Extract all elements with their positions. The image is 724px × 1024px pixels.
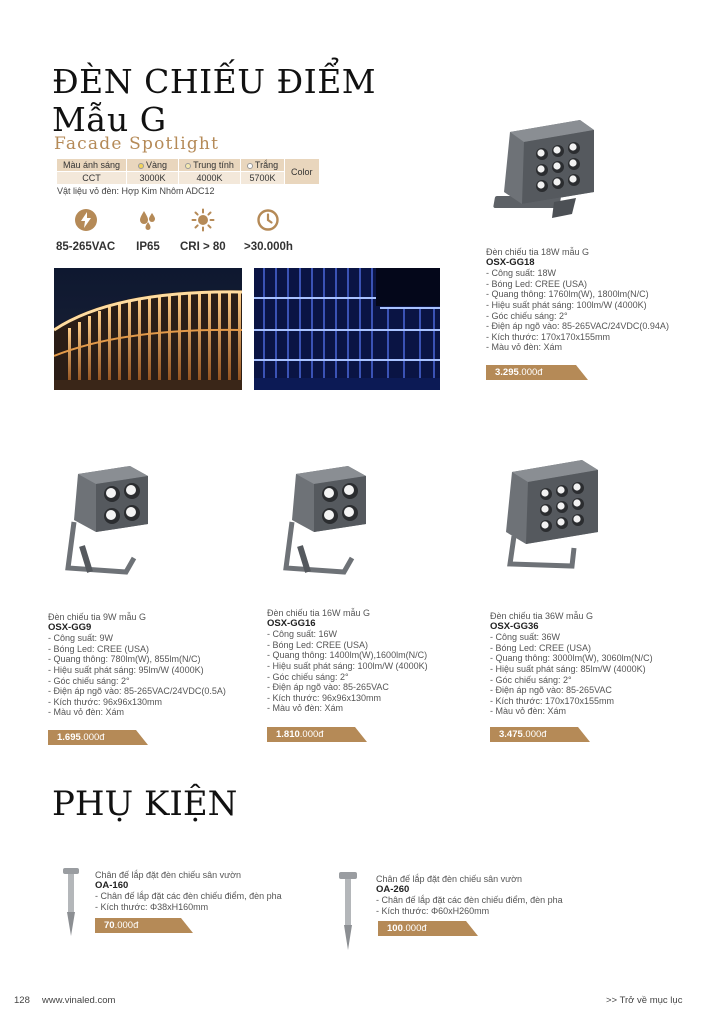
white-dot-icon (247, 163, 253, 169)
housing-material: Vật liệu vỏ đèn: Hợp Kim Nhôm ADC12 (57, 186, 215, 196)
accessory-code: OA-260 (376, 883, 410, 895)
page-number: 128 (14, 995, 30, 1006)
application-photo-blue (254, 268, 440, 390)
neutral-dot-icon (185, 163, 191, 169)
product-image-gg36 (494, 452, 606, 572)
accessory-info-oa160 (95, 870, 282, 912)
price-tag-gg36: 3.475.000đ (490, 727, 590, 742)
spec-voltage: 85-265VAC (56, 208, 115, 253)
spec-line: - Màu vỏ đèn: Xám (490, 706, 567, 717)
back-to-toc-link[interactable]: >> Trở về mục lục (606, 995, 683, 1006)
spec-line: - Quang thông: 780lm(W), 855lm(N/C) (48, 654, 201, 665)
spec-line: - Hiệu suất phát sáng: 100lm/W (4000K) (267, 660, 428, 671)
spec-line: - Bóng Led: CREE (USA) (490, 642, 592, 653)
spec-line: - Chân đế lắp đặt các đèn chiếu điểm, đèn pha (95, 891, 282, 902)
application-photo-warm (54, 268, 242, 390)
spec-line: - Bóng Led: CREE (USA) (267, 639, 369, 650)
spec-line: - Quang thông: 1760lm(W), 1800lm(N/C) (486, 289, 649, 300)
product-info-gg9 (48, 612, 226, 718)
accessory-name: Chân đế lắp đặt đèn chiếu sân vườn (376, 874, 523, 884)
price-tag-gg16: 1.810.000đ (267, 727, 367, 742)
spec-line: - Công suất: 9W (48, 633, 114, 644)
spec-line: - Góc chiếu sáng: 2° (267, 671, 349, 682)
accessory-code: OA-160 (95, 879, 129, 891)
ground-spike-oa160-image (62, 866, 80, 938)
price-tag-oa160: 70.000đ (95, 918, 193, 933)
cct-option-warm: Vàng (127, 159, 179, 172)
building-facade-warm-image (54, 268, 242, 390)
spec-ip-rating: IP65 (136, 208, 160, 253)
spec-line: - Màu vỏ đèn: Xám (486, 342, 563, 353)
spec-line: - Công suất: 16W (267, 629, 338, 640)
product-info-gg36 (490, 611, 653, 717)
accessory-name: Chân đế lắp đặt đèn chiếu sân vườn (95, 870, 242, 880)
clock-icon (256, 208, 280, 232)
spec-line: - Kích thước: 96x96x130mm (267, 692, 381, 703)
spec-line: - Công suất: 18W (486, 268, 557, 279)
spec-line: - Màu vỏ đèn: Xám (48, 707, 125, 718)
spec-line: - Góc chiếu sáng: 2° (486, 310, 568, 321)
product-info-gg16 (267, 608, 428, 714)
water-drops-icon (136, 208, 160, 232)
lightning-icon (74, 208, 98, 232)
cct-option-white: Trắng (241, 159, 285, 172)
website-link[interactable]: www.vinaled.com (42, 995, 116, 1006)
spec-line: - Kích thước: Φ38xH160mm (95, 901, 209, 912)
cct-option-neutral: Trung tính (179, 159, 241, 172)
cct-row-label-color: Màu ánh sáng (57, 159, 127, 172)
cct-color-label: Color (285, 159, 320, 185)
page-subtitle: Facade Spotlight (54, 134, 220, 154)
spec-line: - Công suất: 36W (490, 632, 561, 643)
spec-line: - Hiệu suất phát sáng: 95lm/W (4000K) (48, 664, 204, 675)
spec-lifetime: >30.000h (244, 208, 293, 253)
price-tag-gg18: 3.295.000đ (486, 365, 588, 380)
cct-value-white: 5700K (241, 172, 285, 185)
product-code: OSX-GG36 (490, 620, 539, 632)
warm-dot-icon (138, 163, 144, 169)
spec-line: - Quang thông: 1400lm(W),1600lm(N/C) (267, 650, 428, 661)
spec-line: - Điện áp ngõ vào: 85-265VAC/24VDC(0.94A) (486, 321, 669, 332)
spec-line: - Kích thước: 170x170x155mm (490, 695, 614, 706)
cct-row-label-cct: CCT (57, 172, 127, 185)
accessory-info-oa260 (376, 874, 563, 916)
spec-line: - Quang thông: 3000lm(W), 3060lm(N/C) (490, 653, 653, 664)
spec-cri: CRI > 80 (180, 208, 226, 253)
spec-line: - Kích thước: Φ60xH260mm (376, 905, 490, 916)
product-name: Đèn chiếu tia 18W mẫu G (486, 247, 590, 257)
price-tag-oa260: 100.000đ (378, 921, 478, 936)
spec-line: - Kích thước: 170x170x155mm (486, 331, 610, 342)
spec-line: - Chân đế lắp đặt các đèn chiếu điểm, đèn pha (376, 895, 563, 906)
product-name: Đèn chiếu tia 36W mẫu G (490, 611, 594, 621)
page-title-model: Mẫu G (52, 100, 167, 139)
product-code: OSX-GG18 (486, 256, 535, 268)
cct-table (56, 158, 320, 185)
product-code: OSX-GG9 (48, 621, 92, 633)
price-tag-gg9: 1.695.000đ (48, 730, 148, 745)
cct-value-warm: 3000K (127, 172, 179, 185)
product-code: OSX-GG16 (267, 617, 316, 629)
spec-line: - Hiệu suất phát sáng: 100lm/W (4000K) (486, 299, 647, 310)
sun-icon (191, 208, 215, 232)
building-facade-blue-image (254, 268, 440, 390)
accessories-title: PHỤ KIỆN (52, 784, 238, 824)
spec-line: - Góc chiếu sáng: 2° (490, 674, 572, 685)
product-image-gg16 (278, 460, 374, 580)
spec-line: - Góc chiếu sáng: 2° (48, 675, 130, 686)
product-image-gg18 (492, 112, 604, 224)
spec-line: - Hiệu suất phát sáng: 85lm/W (4000K) (490, 663, 646, 674)
spec-line: - Kích thước: 96x96x130mm (48, 696, 162, 707)
spec-line: - Điện áp ngõ vào: 85-265VAC (490, 685, 612, 696)
product-name: Đèn chiếu tia 9W mẫu G (48, 612, 147, 622)
ground-spike-oa260-image (338, 870, 358, 952)
product-name: Đèn chiếu tia 16W mẫu G (267, 608, 371, 618)
page-title: ĐÈN CHIẾU ĐIỂM (52, 62, 377, 101)
spec-line: - Điện áp ngõ vào: 85-265VAC/24VDC(0.5A) (48, 686, 226, 697)
spec-line: - Bóng Led: CREE (USA) (486, 278, 588, 289)
spec-line: - Bóng Led: CREE (USA) (48, 643, 150, 654)
product-info-gg18 (486, 247, 669, 353)
spec-line: - Điện áp ngõ vào: 85-265VAC (267, 682, 389, 693)
cct-value-neutral: 4000K (179, 172, 241, 185)
spec-line: - Màu vỏ đèn: Xám (267, 703, 344, 714)
product-image-gg9 (60, 460, 156, 580)
